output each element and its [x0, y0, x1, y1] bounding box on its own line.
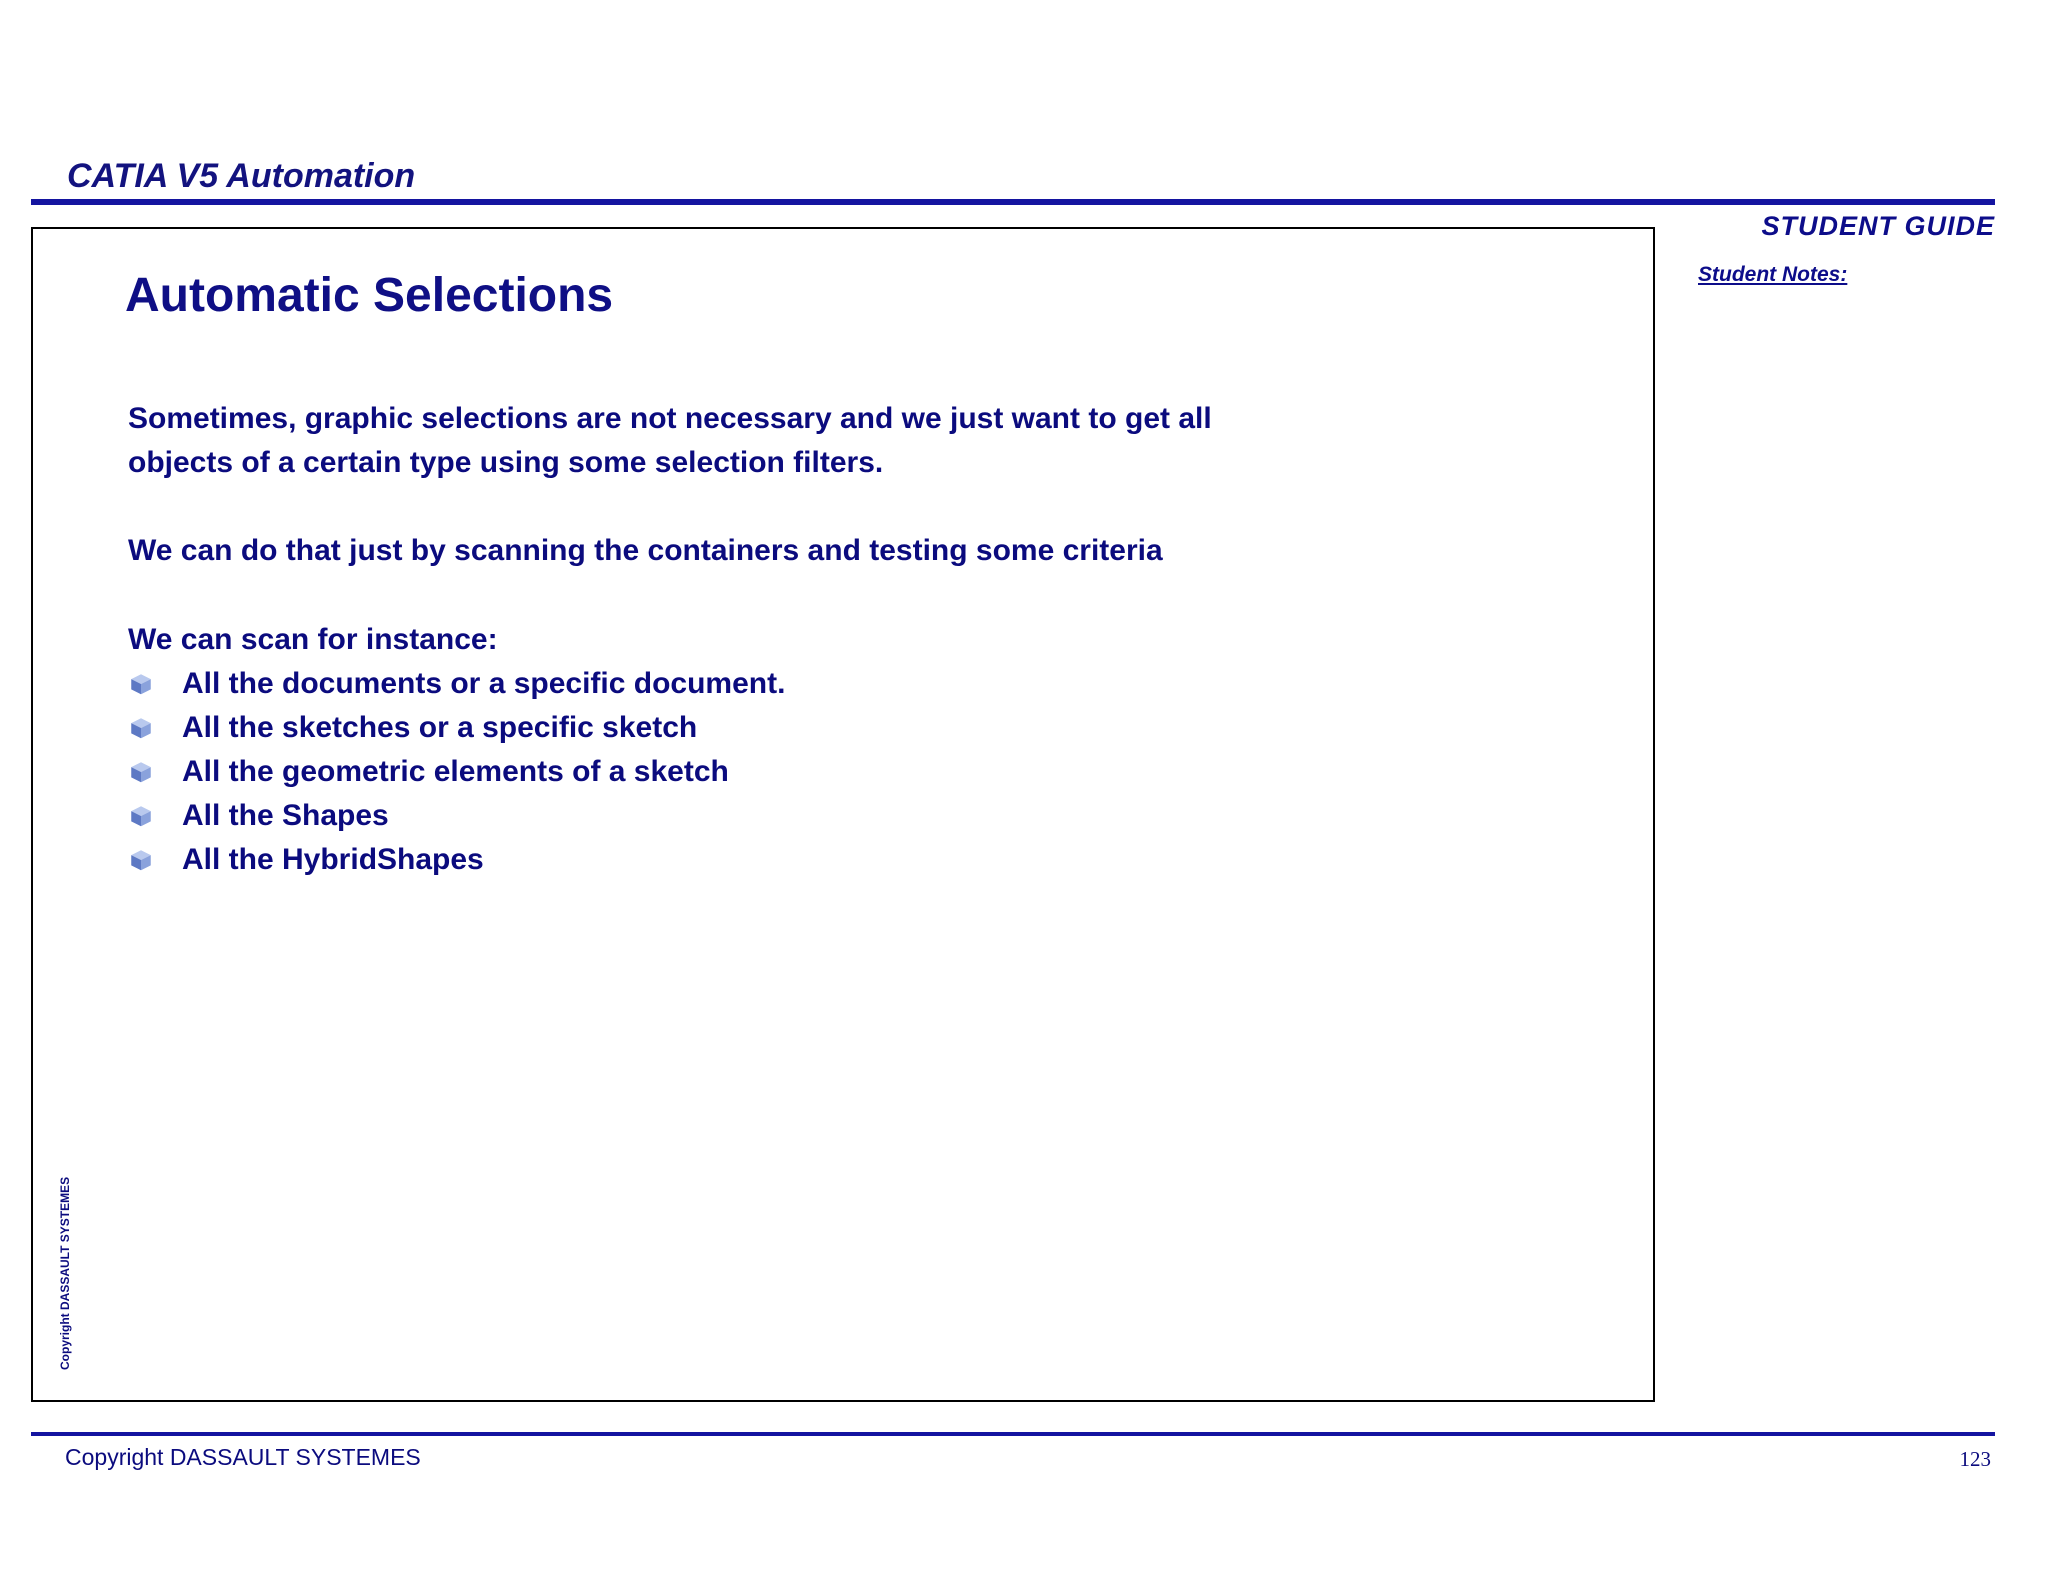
student-notes-label: Student Notes: [1698, 263, 1848, 286]
paragraph-line-1: Sometimes, graphic selections are not necessary and we just want to get all [128, 402, 1212, 435]
footer-divider [31, 1432, 1995, 1436]
cube-icon [128, 847, 154, 873]
list-item [128, 706, 785, 750]
footer-copyright: Copyright DASSAULT SYSTEMES [65, 1444, 421, 1470]
paragraph-scan-intro: We can scan for instance: [128, 623, 498, 656]
list-item [128, 794, 785, 838]
paragraph-criteria: We can do that just by scanning the containers and testing some criteria [128, 534, 1163, 567]
vertical-copyright: Copyright DASSAULT SYSTEMES [58, 1176, 72, 1370]
list-item [128, 662, 785, 706]
cube-icon [128, 803, 154, 829]
cube-icon [128, 715, 154, 741]
student-guide-label: STUDENT GUIDE [1761, 211, 1995, 241]
bullet-text: All the geometric elements of a sketch [182, 755, 729, 788]
list-item [128, 838, 785, 882]
cube-icon [128, 671, 154, 697]
bullet-text: All the sketches or a specific sketch [182, 711, 698, 744]
cube-icon [128, 759, 154, 785]
document-header-title: CATIA V5 Automation [67, 157, 416, 195]
list-item [128, 750, 785, 794]
bullet-list [128, 662, 785, 882]
header-divider [31, 199, 1995, 205]
page-number: 123 [1959, 1447, 1991, 1471]
bullet-text: All the documents or a specific document. [182, 667, 786, 700]
paragraph-line-2: objects of a certain type using some selection filters. [128, 446, 884, 479]
bullet-text: All the Shapes [182, 799, 389, 832]
slide-title: Automatic Selections [125, 269, 614, 322]
bullet-text: All the HybridShapes [182, 843, 484, 876]
